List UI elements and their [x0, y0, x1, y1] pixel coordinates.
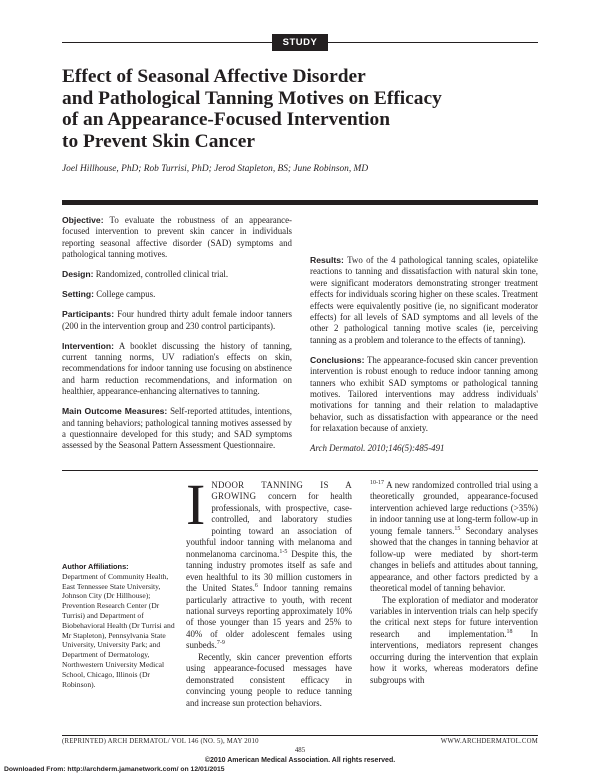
abstract-setting — [62, 289, 292, 300]
abstract-text: Randomized, controlled clinical trial. — [93, 269, 229, 280]
abstract-text: A booklet discussing the history of tanning, current tanning norms, UV radiation's effects on skin, recommendations for indoor tanning use focusing on abstinence and harm reduction recommendations, and information on healthier, appearance-enhancing alternatives to tanning. — [62, 340, 292, 397]
body-text: Despite this, the tanning industry promotes itself as safe and even healthful to its 30 million customers in the United States. — [186, 548, 352, 594]
footer-rule — [62, 735, 538, 736]
reference: 6 — [254, 583, 258, 590]
download-notice: Downloaded From: http://archderm.jamanetwork.com/ on 12/01/2015 — [4, 766, 225, 773]
abstract-label: Objective: — [62, 215, 104, 225]
body-text: concern for health professionals, with prospective, case-controlled, and laboratory studies pointing toward an association of youthful indoor tanning with melanoma and nonmelanoma carcinoma. — [186, 491, 352, 559]
abstract-citation — [310, 443, 538, 454]
section-tag: STUDY — [272, 34, 328, 51]
reference: 18 — [506, 628, 513, 635]
affiliations-text: Department of Community Health, East Tennessee State University, Johnson City (Dr Hillhouse); Prevention Research Center (Dr Turrisi) and Department of Biobehavioral Health (Dr Turrisi and Mr Stapleton), Pennsylvania State University, University Park; and Department of Dermatology, Northwestern University Medical School, Chicago, Illinois (Dr Robinson). — [62, 571, 175, 689]
body-column-1 — [186, 480, 352, 730]
journal-citation: (REPRINTED) ARCH DERMATOL/ VOL 146 (NO. 5), MAY 2010 — [62, 738, 259, 745]
abstract-text: Four hundred thirty adult female indoor tanners (200 in the intervention group and 230 control participants). — [62, 309, 292, 331]
abstract-outcome — [62, 406, 292, 452]
affiliations-heading: Author Affiliations: — [62, 562, 129, 571]
body-text: A new randomized controlled trial using a theoretically grounded, appearance-focused intervention achieved large reductions (>35%) in indoor tanning use at long-term follow-up in young female tanners. — [370, 480, 538, 536]
abstract-design — [62, 269, 292, 280]
title-line: Effect of Seasonal Affective Disorder — [62, 66, 366, 87]
body-paragraph — [370, 480, 538, 595]
abstract-right-column — [310, 255, 538, 463]
abstract-label: Conclusions: — [310, 354, 365, 365]
abstract-conclusions — [310, 355, 538, 435]
abstract-bottom-rule — [62, 470, 538, 471]
body-column-2 — [370, 480, 538, 730]
author-list: Joel Hillhouse, PhD; Rob Turrisi, PhD; Jerod Stapleton, BS; June Robinson, MD — [62, 164, 369, 174]
author-affiliations — [62, 562, 177, 689]
drop-cap: I — [186, 480, 206, 537]
lead-in: NDOOR TANNING IS A GROWING — [211, 480, 352, 502]
abstract-top-rule — [62, 200, 538, 205]
abstract-participants — [62, 309, 292, 332]
body-paragraph — [370, 595, 538, 687]
abstract-label: Main Outcome Measures: — [62, 406, 168, 417]
abstract-left-column — [62, 215, 292, 460]
abstract-results — [310, 255, 538, 346]
journal-url: WWW.ARCHDERMATOL.COM — [440, 738, 538, 745]
copyright-notice: ©2010 American Medical Association. All rights reserved. — [204, 757, 396, 764]
abstract-text: To evaluate the robustness of an appearance-focused intervention to prevent skin cancer in individuals reporting seasonal affective disorder (SAD) symptoms and pathological tanning motives. — [62, 215, 292, 260]
abstract-objective — [62, 215, 292, 261]
abstract-label: Participants: — [62, 309, 115, 320]
title-line: and Pathological Tanning Motives on Efficacy — [62, 87, 442, 109]
body-paragraph — [186, 480, 352, 652]
body-text: Secondary analyses showed that the changes in tanning behavior at follow-up were mediated by short-term changes in beliefs and attitudes about tanning, appearance, and other factors predicted by a theoretical model of tanning behavior. — [370, 525, 538, 594]
abstract-text: The appearance-focused skin cancer prevention intervention is robust enough to reduce indoor tanning among tanners who exhibit SAD symptoms or pathological tanning motives. Tailored interventions may address individuals' motivations for tanning and their relation to maladaptive behavior, such as dissatisfaction with appearance or the need for relaxation because of anxiety. — [310, 354, 538, 434]
citation-text: Arch Dermatol. 2010;146(5):485-491 — [310, 443, 445, 454]
title-line: of an Appearance-Focused Intervention — [62, 109, 391, 131]
page-number: 485 — [294, 747, 306, 754]
article-title — [62, 66, 532, 152]
reference: 7-9 — [216, 640, 225, 647]
body-text: Indoor tanning remains particularly attractive to youth, with recent national surveys reporting approximately 10% of those younger than 15 years and 25% to 40% of older adolescent females using sunbeds. — [186, 583, 352, 651]
abstract-text: Two of the 4 pathological tanning scales, opiatelike reactions to tanning and dissatisfaction with natural skin tone, were significant moderators demonstrating stronger treatment effects for individuals scoring higher on these scales. Treatment effects were equivalently positive (ie, no significant moderator effects) for all levels of SAD symptoms and all levels of the other 2 pathological tanning motive scales (ie, perceiving tanning as a problem and tolerance to the effects of tanning). — [310, 255, 538, 345]
reference: 1-5 — [279, 548, 288, 555]
abstract-label: Design: — [62, 269, 94, 280]
abstract-intervention — [62, 341, 292, 398]
abstract-label: Setting: — [62, 289, 94, 300]
running-footer — [62, 738, 538, 745]
abstract-label: Intervention: — [62, 340, 115, 351]
body-paragraph — [186, 652, 352, 709]
abstract-label: Results: — [310, 255, 344, 265]
reference: 10-17 — [370, 480, 384, 487]
abstract-text: College campus. — [93, 289, 156, 300]
abstract-text: Self-reported attitudes, intentions, and tanning behaviors; pathological tanning motives assessed by a questionnaire developed for this study; and SAD symptoms assessed by the Seasonal Pattern Assessment Questionnaire. — [62, 406, 292, 451]
title-line: to Prevent Skin Cancer — [62, 130, 255, 152]
reference: 15 — [454, 525, 461, 532]
body-text: In interventions, mediators represent changes occurring during the intervention that explain how it works, whereas moderators define subgroups with — [370, 628, 538, 685]
body-text: Recently, skin cancer prevention efforts using appearance-focused messages have demonstrated consistent efficacy in convincing young people to reduce tanning and increase sun protection behaviors. — [186, 651, 352, 708]
body-text: The exploration of mediator and moderator variables in intervention trials can help specify the critical next steps for future intervention research and implementation. — [370, 594, 538, 639]
